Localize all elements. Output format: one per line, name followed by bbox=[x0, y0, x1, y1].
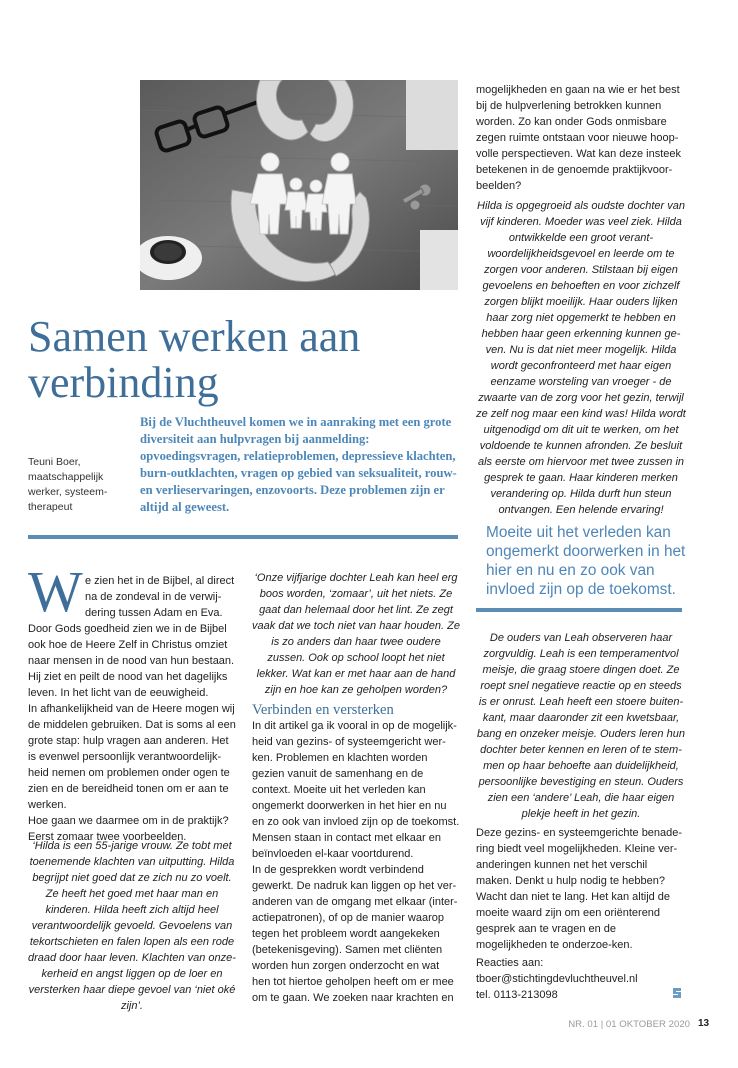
author-byline bbox=[28, 455, 138, 515]
author-line: werker, systeem- bbox=[28, 486, 108, 498]
intro-divider bbox=[28, 535, 458, 539]
contact-email[interactable]: tboer@stichtingdevluchtheuvel.nl bbox=[476, 973, 638, 985]
case-outcome-hilda: Hilda is opgegroeid als oudste dochter van vijf kinderen. Moeder was veel ziek. Hilda ontwikkelde een groot verant-woordelijkheidsgevoel en leerde om te zorgen voor anderen. Stilstaan bij eigen gevoelens en behoeften en voor zichzelf zorgen blijkt moeilijk. Haar ouders lijken haar zorg niet opgemerkt te hebben en hebben haar geen erkenning kunnen ge-ven. Nu is dat niet meer mogelijk. Hilda wordt geconfronteerd met haar eigen eenzame worsteling van vroeger - de zwaarte van de zorg voor het gezin, terwijl ze zelf nog maar een kind was! Hilda wordt uitgenodigd om dit uit te werken, om het voldoende te kunnen afronden. Ze besluit als eerste om hiervoor met twee zussen in gesprek te gaan. Haar kinderen merken verandering op. Hilda durft hun steun ontvangen. Een helende ervaring! bbox=[476, 200, 686, 516]
case-quote-hilda: ‘Hilda is een 55-jarige vrouw. Ze tobt met toenemende klachten van uitputting. Hilda begrijpt niet goed dat ze zich nu zo voelt. Ze heeft het goed met haar man en kinderen. Hilda heeft zich altijd heel verantwoordelijk gevoeld. Gevoelens van tekortschieten en falen lopen als een rode draad door haar leven. Klachten van onze-kerheid en angst liggen op de loer en versterken haar diepe gevoel van ‘niet oké zijn’. bbox=[28, 840, 236, 1012]
dropcap-line: dering tussen Adam en Eva. bbox=[85, 607, 223, 619]
body-paragraph: Deze gezins- en systeemgerichte benade-ring biedt veel mogelijkheden. Kleine ver-anderingen kunnen net het verschil maken. Denkt u hulp nodig te hebben? Wacht dan niet te lang. Het kan altijd de moeite waard zijn om een oriënterend gesprek aan te vragen en de mogelijkheden te onderzoe-ken. bbox=[476, 827, 683, 951]
issue-info: NR. 01 | 01 OKTOBER 2020 bbox=[568, 1019, 690, 1030]
body-paragraph: mogelijkheden en gaan na wie er het best bij de hulpverlening betrokken kunnen worden. Zo kan onder Gods onmisbare zegen ruimte ontstaan voor nieuwe hoop-volle perspectieven. Wat kan deze insteek betekenen in de genoemde praktijkvoor-beelden? bbox=[476, 84, 682, 192]
author-line: Teuni Boer, bbox=[28, 456, 81, 468]
article-title: Samen werken aan verbinding bbox=[28, 312, 361, 407]
pull-quote: Moeite uit het verleden kan ongemerkt doorwerken in het hier en nu en zo ook van invloed zijn op de toekomst. bbox=[486, 524, 686, 598]
contact-block bbox=[476, 955, 686, 1003]
contact-label: Reacties aan: bbox=[476, 957, 544, 969]
section-subheading: Verbinden en versterken bbox=[252, 702, 394, 718]
dropcap-line: e zien het in de Bijbel, al direct bbox=[85, 575, 235, 587]
end-mark-icon bbox=[670, 986, 684, 1000]
article-photo bbox=[140, 80, 458, 290]
drop-cap: W bbox=[28, 559, 83, 624]
pull-quote-divider bbox=[476, 608, 682, 612]
author-line: maatschappelijk bbox=[28, 471, 104, 483]
page-number: 13 bbox=[698, 1018, 710, 1029]
dropcap-line: na de zondeval in de verwij- bbox=[85, 591, 222, 603]
case-quote-leah: ‘Onze vijfjarige dochter Leah kan heel erg boos worden, ‘zomaar’, uit het niets. Ze gaat dan helemaal door het lint. Ze zegt vaak dat we toch niet van haar houden. Ze is zo anders dan haar twee oudere zussen. Ook op school loopt het niet lekker. Wat kan er met haar aan de hand zijn en hoe kan ze geholpen worden? bbox=[252, 572, 460, 696]
contact-phone: tel. 0113-213098 bbox=[476, 989, 558, 1001]
photo-illustration bbox=[140, 80, 458, 290]
author-line: therapeut bbox=[28, 501, 73, 513]
body-paragraph: In de gesprekken wordt verbindend gewerkt. De nadruk kan liggen op het ver-anderen van de omgang met elkaar (inter-actiepatronen), of op de manier waarop tegen het probleem wordt aangekeken (betekenisgeving). Samen met cliënten worden hun zorgen onderzocht en wat hen tot hiertoe geholpen heeft om er mee om te gaan. We zoeken naar krachten en bbox=[252, 864, 458, 1004]
body-paragraph: In dit artikel ga ik vooral in op de mogelijk-heid van gezins- of systeemgericht wer-ken. Problemen en klachten worden gezien vanuit de samenhang en de context. Moeite uit het verleden kan ongemerkt doorwerken in het hier en nu en zo ook van invloed zijn op de toekomst. Mensen staan in contact met elkaar en beïnvloeden el-kaar voortdurend. bbox=[252, 720, 460, 860]
body-paragraph: Door Gods goedheid zien we in de Bijbel ook hoe de Heere Zelf in Christus omziet naar mensen in de nood van hun bestaan. Hij ziet en peilt de nood van het dagelijks leven. In het licht van de eeuwigheid. In afhankelijkheid van de Heere mogen wij de middelen gebruiken. Dat is soms al een grote stap: hulp vragen aan anderen. Het is evenwel persoonlijk verantwoordelijk-heid nemen om problemen onder ogen te zien en de bereidheid tonen om er aan te werken. Hoe gaan we daarmee om in de praktijk? Eerst zomaar twee voorbeelden. bbox=[28, 623, 236, 843]
article-intro: Bij de Vluchtheuvel komen we in aanraking met een grote diversiteit aan hulpvragen bij aanmelding: opvoedingsvragen, relatieproblemen, depressieve klachten, burn-outklachten, vragen op gebied van seksualiteit, rouw- en verlieservaringen, enzovoorts. Deze problemen zijn er altijd al geweest. bbox=[140, 415, 457, 514]
case-outcome-leah: De ouders van Leah observeren haar zorgvuldig. Leah is een temperamentvol meisje, die graag stoere dingen doet. Ze roept snel negatieve reactie op en steeds is er onrust. Leah heeft een stoere buiten-kant, maar daaronder zit een kwetsbaar, bang en onzeker meisje. Ouders leren hun dochter beter kennen en leren of te stem-men op haar behoefte aan duidelijkheid, persoonlijke bevestiging en steun. Ouders zien een ‘andere’ Leah, die haar eigen plekje heeft in het gezin. bbox=[477, 632, 685, 820]
